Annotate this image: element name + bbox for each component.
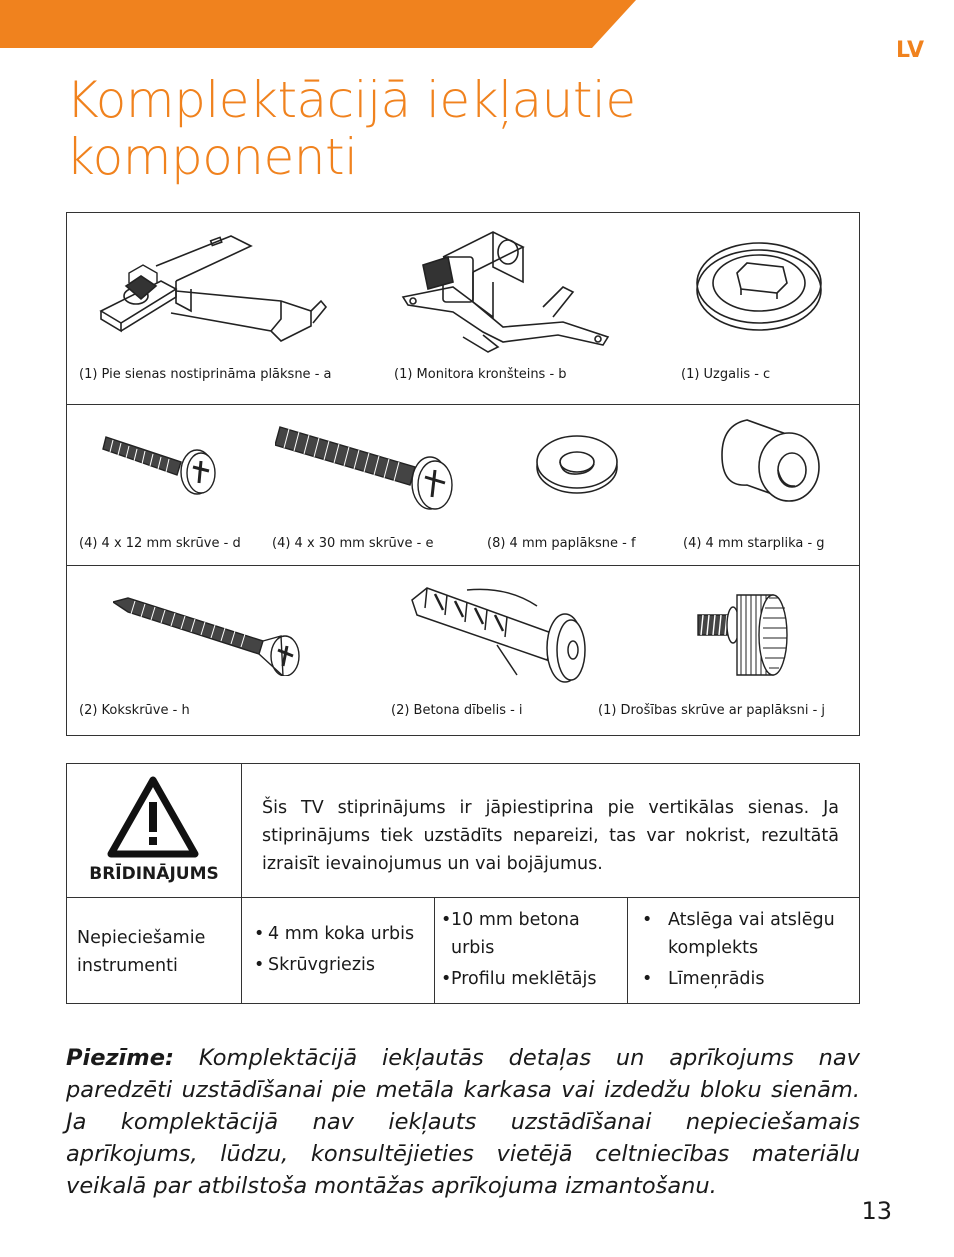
tool-item: • Atslēga vai atslēgu komplekts (638, 906, 860, 962)
concrete-anchor-icon (407, 580, 587, 690)
parts-table (66, 212, 860, 736)
part-label-i: (2) Betona dībelis - i (391, 703, 523, 718)
note-lead: Piezīme: (66, 1045, 174, 1071)
tool-item: • 4 mm koka urbis (252, 920, 434, 948)
end-cap-icon (689, 235, 829, 335)
part-label-b: (1) Monitora kronšteins - b (394, 367, 567, 382)
part-label-f: (8) 4 mm paplāksne - f (487, 536, 636, 551)
parts-row (67, 213, 859, 405)
tool-item: • 10 mm betona urbis (441, 906, 627, 962)
part-label-e: (4) 4 x 30 mm skrūve - e (272, 536, 434, 551)
tool-item: • Līmeņrādis (638, 965, 860, 993)
language-code: LV (895, 38, 924, 63)
page-title (66, 72, 766, 186)
tools-column (435, 898, 628, 1004)
warning-cell (67, 764, 242, 898)
wood-screw-icon (113, 586, 303, 676)
long-screw-icon (275, 415, 525, 515)
tool-item: • Profilu meklētājs (441, 965, 627, 993)
page-title-line2: komponenti (66, 128, 358, 186)
wall-plate-icon (81, 231, 331, 361)
parts-row (67, 405, 859, 566)
part-label-c: (1) Uzgalis - c (681, 367, 771, 382)
warning-text: Šis TV stiprinājums ir jāpiestiprina pie vertikālas sienas. Ja stiprinājums tiek uzstādīts nepareizi, tas var nokrist, rezultātā izraisīt ievainojumus un vai bojājumus. (242, 764, 859, 898)
part-label-j: (1) Drošības skrūve ar paplāksni - j (598, 703, 825, 718)
note-text: Komplektācijā iekļautās detaļas un aprīkojums nav paredzēti uzstādīšanai pie metāla karkasa vai izdedžu bloku sienām. Ja komplektācijā nav iekļauts uzstādīšanai nepieciešamais aprīkojums, lūdzu, konsultējieties vietējā celtniecības materiālu veikalā par atbilstoša montāžas aprīkojuma izmantošanu. (66, 1045, 860, 1199)
page-title-line1: Komplektācijā iekļautie (66, 71, 636, 129)
warning-table (66, 763, 860, 1004)
short-screw-icon (101, 427, 221, 497)
header-band (0, 0, 640, 48)
tool-item: • Skrūvgriezis (252, 951, 434, 979)
tools-column (628, 898, 860, 1004)
monitor-bracket-icon (393, 227, 613, 357)
tools-label: Nepieciešamie instrumenti (67, 898, 242, 1004)
warning-triangle-icon (105, 774, 201, 860)
part-label-g: (4) 4 mm starplika - g (683, 536, 825, 551)
part-label-d: (4) 4 x 12 mm skrūve - d (79, 536, 241, 551)
spacer-icon (717, 415, 827, 510)
washer-icon (527, 429, 627, 499)
page-number: 13 (861, 1197, 892, 1225)
note-paragraph (66, 1042, 860, 1202)
thumb-screw-icon (693, 580, 793, 690)
part-label-a: (1) Pie sienas nostiprināma plāksne - a (79, 367, 332, 382)
part-label-h: (2) Kokskrūve - h (79, 703, 190, 718)
parts-row (67, 566, 859, 736)
warning-label: BRĪDINĀJUMS (89, 864, 219, 884)
tools-column (242, 898, 435, 1004)
